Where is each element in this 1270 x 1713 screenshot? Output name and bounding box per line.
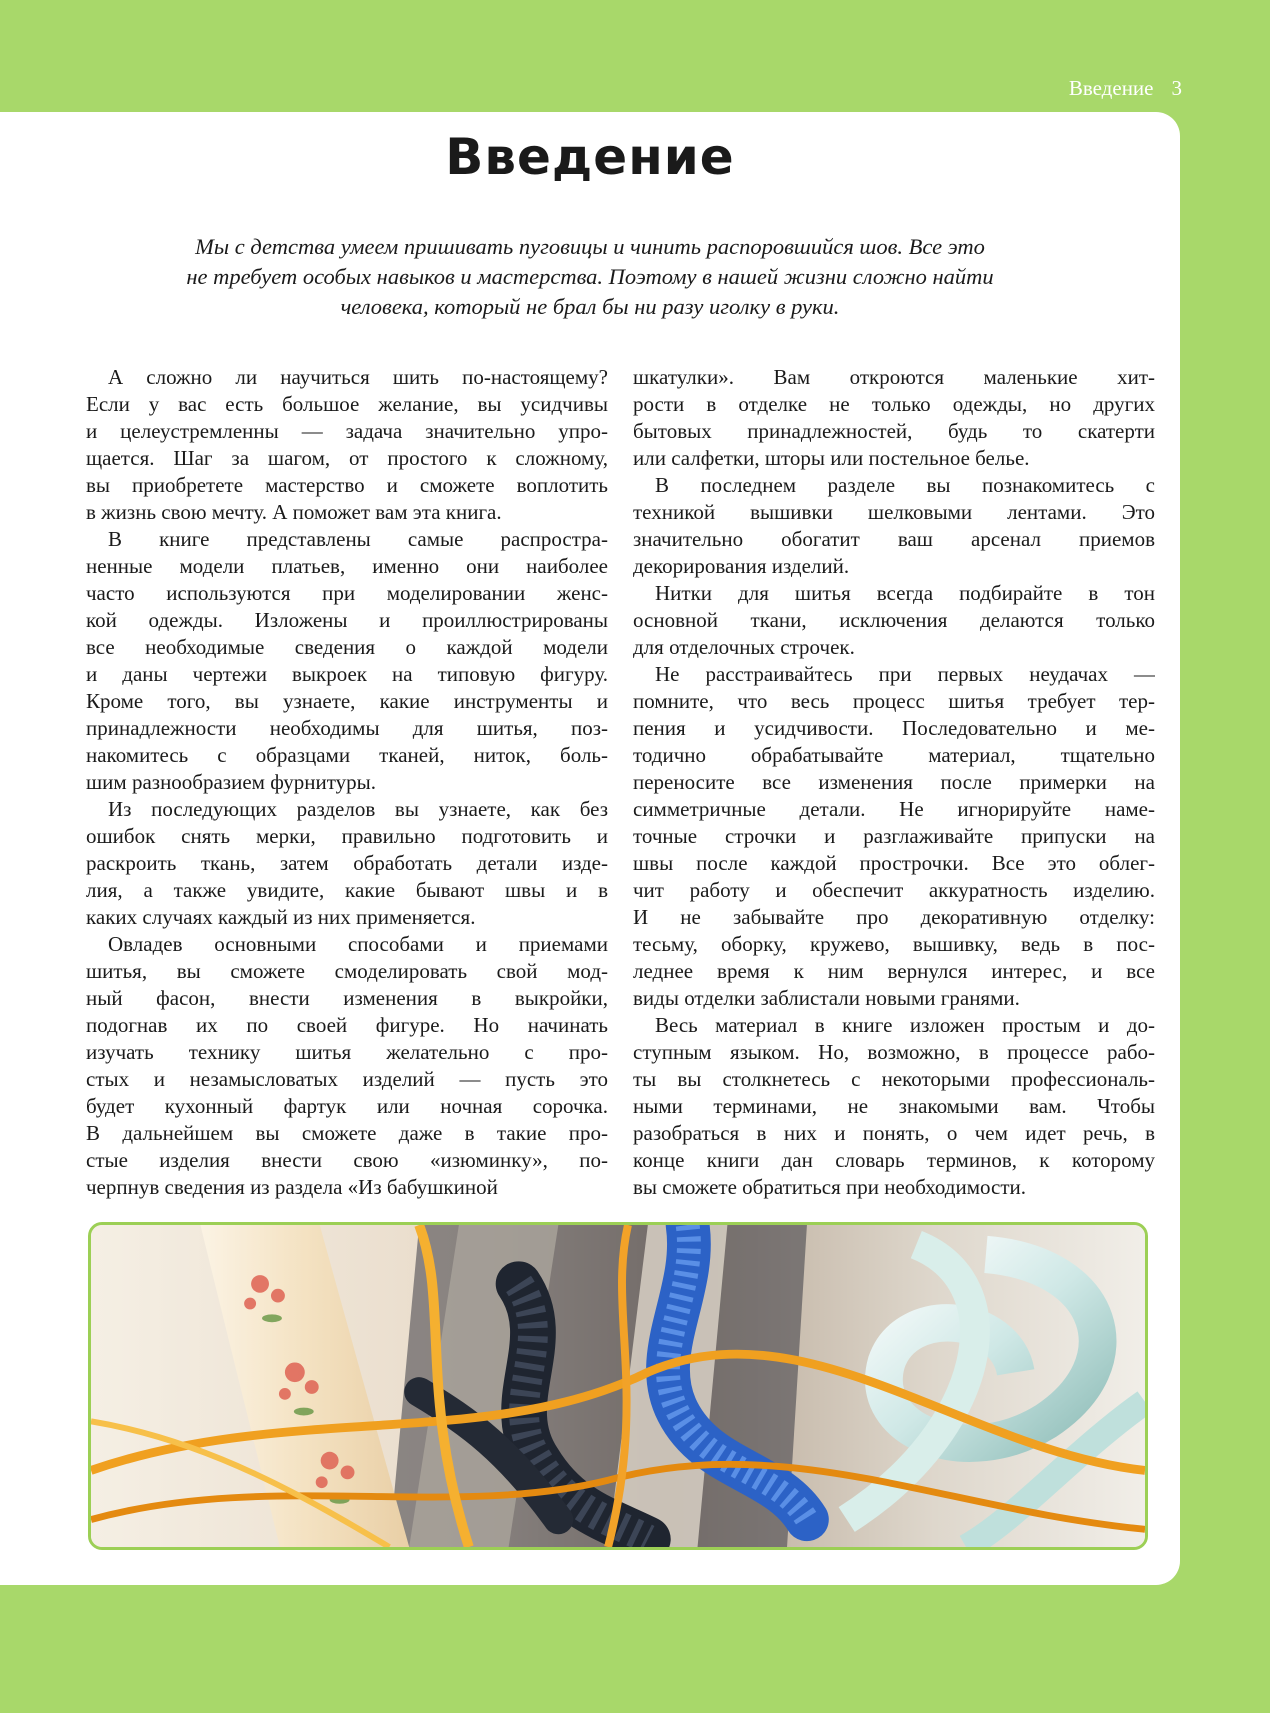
text-line: тодично обрабатывайте материал, тщательно bbox=[633, 743, 1155, 767]
text-line: и целеустремленны — задача значительно упро- bbox=[86, 419, 608, 443]
text-line: ты вы столкнетесь с некоторыми профессиональ- bbox=[633, 1067, 1155, 1091]
text-line: В книге представлены самые распростра- bbox=[108, 527, 608, 551]
running-header-section: Введение bbox=[1068, 76, 1154, 100]
text-line: для отделочных строчек. bbox=[633, 635, 855, 659]
text-line: кой одежды. Изложены и проиллюстрированы bbox=[86, 608, 608, 632]
text-line: разобраться в них и понять, о чем идет речь, в bbox=[633, 1121, 1155, 1145]
text-line: В дальнейшем вы сможете даже в такие про- bbox=[86, 1121, 608, 1145]
text-line: щается. Шаг за шагом, от простого к сложному, bbox=[86, 446, 608, 470]
text-line: симметричные детали. Не игнорируйте наме- bbox=[633, 797, 1155, 821]
text-line: рости в отделке не только одежды, но других bbox=[633, 392, 1155, 416]
text-line: стых и незамысловатых изделий — пусть это bbox=[86, 1067, 608, 1091]
left-text-column bbox=[86, 364, 608, 1201]
text-line: помните, что весь процесс шитья требует тер- bbox=[633, 689, 1155, 713]
text-line: изучать технику шитья желательно с про- bbox=[86, 1040, 608, 1064]
text-line: виды отделки заблистали новыми гранями. bbox=[633, 986, 1020, 1010]
text-line: подогнав их по своей фигуре. Но начинать bbox=[86, 1013, 608, 1037]
text-line: все необходимые сведения о каждой модели bbox=[86, 635, 608, 659]
lead-line: Мы с детства умеем пришивать пуговицы и чинить распоровшийся шов. Все это bbox=[195, 234, 985, 259]
text-line: в жизнь свою мечту. А поможет вам эта книга. bbox=[86, 500, 502, 524]
lead-paragraph bbox=[120, 232, 1060, 322]
text-line: ный фасон, внести изменения в выкройки, bbox=[86, 986, 608, 1010]
text-line: декорирования изделий. bbox=[633, 554, 850, 578]
text-line: принадлежности необходимы для шитья, поз- bbox=[86, 716, 608, 740]
text-line: черпнув сведения из раздела «Из бабушкиной bbox=[86, 1175, 498, 1199]
text-line: Весь материал в книге изложен простым и до- bbox=[655, 1013, 1155, 1037]
text-line: вы сможете обратиться при необходимости. bbox=[633, 1175, 1027, 1199]
lead-line: человека, который не брал бы ни разу иголку в руки. bbox=[340, 294, 840, 319]
lead-line: не требует особых навыков и мастерства. Поэтому в нашей жизни сложно найти bbox=[186, 264, 994, 289]
text-line: Овладев основными способами и приемами bbox=[108, 932, 608, 956]
text-line: точные строчки и разглаживайте припуски на bbox=[633, 824, 1155, 848]
text-line: каких случаях каждый из них применяется. bbox=[86, 905, 476, 929]
text-line: ными терминами, не знакомыми вам. Чтобы bbox=[633, 1094, 1155, 1118]
text-line: Кроме того, вы узнаете, какие инструменты и bbox=[86, 689, 608, 713]
text-line: шкатулки». Вам откроются маленькие хит- bbox=[633, 365, 1155, 389]
text-line: ненные модели платьев, именно они наиболее bbox=[86, 554, 608, 578]
text-line: бытовых принадлежностей, будь то скатерти bbox=[633, 419, 1155, 443]
text-line: основной ткани, исключения делаются только bbox=[633, 608, 1155, 632]
text-line: стые изделия внести свою «изюминку», по- bbox=[86, 1148, 608, 1172]
text-line: шитья, вы сможете смоделировать свой мод- bbox=[86, 959, 608, 983]
text-line: Нитки для шитья всегда подбирайте в тон bbox=[655, 581, 1155, 605]
text-line: будет кухонный фартук или ночная сорочка. bbox=[86, 1094, 608, 1118]
page-number: 3 bbox=[1171, 76, 1182, 100]
ribbons-illustration bbox=[91, 1225, 1145, 1547]
right-text-column bbox=[633, 364, 1155, 1201]
page-title: Введение bbox=[445, 128, 735, 186]
text-line: ступным языком. Но, возможно, в процессе рабо- bbox=[633, 1040, 1155, 1064]
text-line: швы после каждой прострочки. Все это облег- bbox=[633, 851, 1155, 875]
text-line: вы приобретете мастерство и сможете воплотить bbox=[86, 473, 608, 497]
text-line: техникой вышивки шелковыми лентами. Это bbox=[633, 500, 1155, 524]
text-line: часто используются при моделировании женс- bbox=[86, 581, 608, 605]
text-line: леднее время к ним вернулся интерес, и все bbox=[633, 959, 1155, 983]
text-line: или салфетки, шторы или постельное белье. bbox=[633, 446, 1030, 470]
text-line: пения и усидчивости. Последовательно и ме- bbox=[633, 716, 1155, 740]
text-line: Из последующих разделов вы узнаете, как без bbox=[108, 797, 608, 821]
text-line: накомитесь с образцами тканей, ниток, боль- bbox=[86, 743, 608, 767]
text-line: переносите все изменения после примерки на bbox=[633, 770, 1155, 794]
text-line: лия, а также увидите, какие бывают швы и в bbox=[86, 878, 608, 902]
text-line: конце книги дан словарь терминов, к которому bbox=[633, 1148, 1155, 1172]
text-line: шим разнообразием фурнитуры. bbox=[86, 770, 377, 794]
text-line: тесьму, оборку, кружево, вышивку, ведь в пос- bbox=[633, 932, 1155, 956]
text-line: И не забывайте про декоративную отделку: bbox=[633, 905, 1155, 929]
text-line: А сложно ли научиться шить по-настоящему? bbox=[108, 365, 608, 389]
text-line: и даны чертежи выкроек на типовую фигуру. bbox=[86, 662, 608, 686]
running-header bbox=[1069, 76, 1182, 101]
text-line: чит работу и обеспечит аккуратность изделию. bbox=[633, 878, 1155, 902]
text-line: В последнем разделе вы познакомитесь с bbox=[655, 473, 1155, 497]
text-line: ошибок снять мерки, правильно подготовить и bbox=[86, 824, 608, 848]
text-line: значительно обогатит ваш арсенал приемов bbox=[633, 527, 1155, 551]
text-line: раскроить ткань, затем обработать детали изде- bbox=[86, 851, 608, 875]
ribbons-photo bbox=[88, 1222, 1148, 1550]
text-line: Если у вас есть большое желание, вы усидчивы bbox=[86, 392, 608, 416]
text-line: Не расстраивайтесь при первых неудачах — bbox=[655, 662, 1155, 686]
